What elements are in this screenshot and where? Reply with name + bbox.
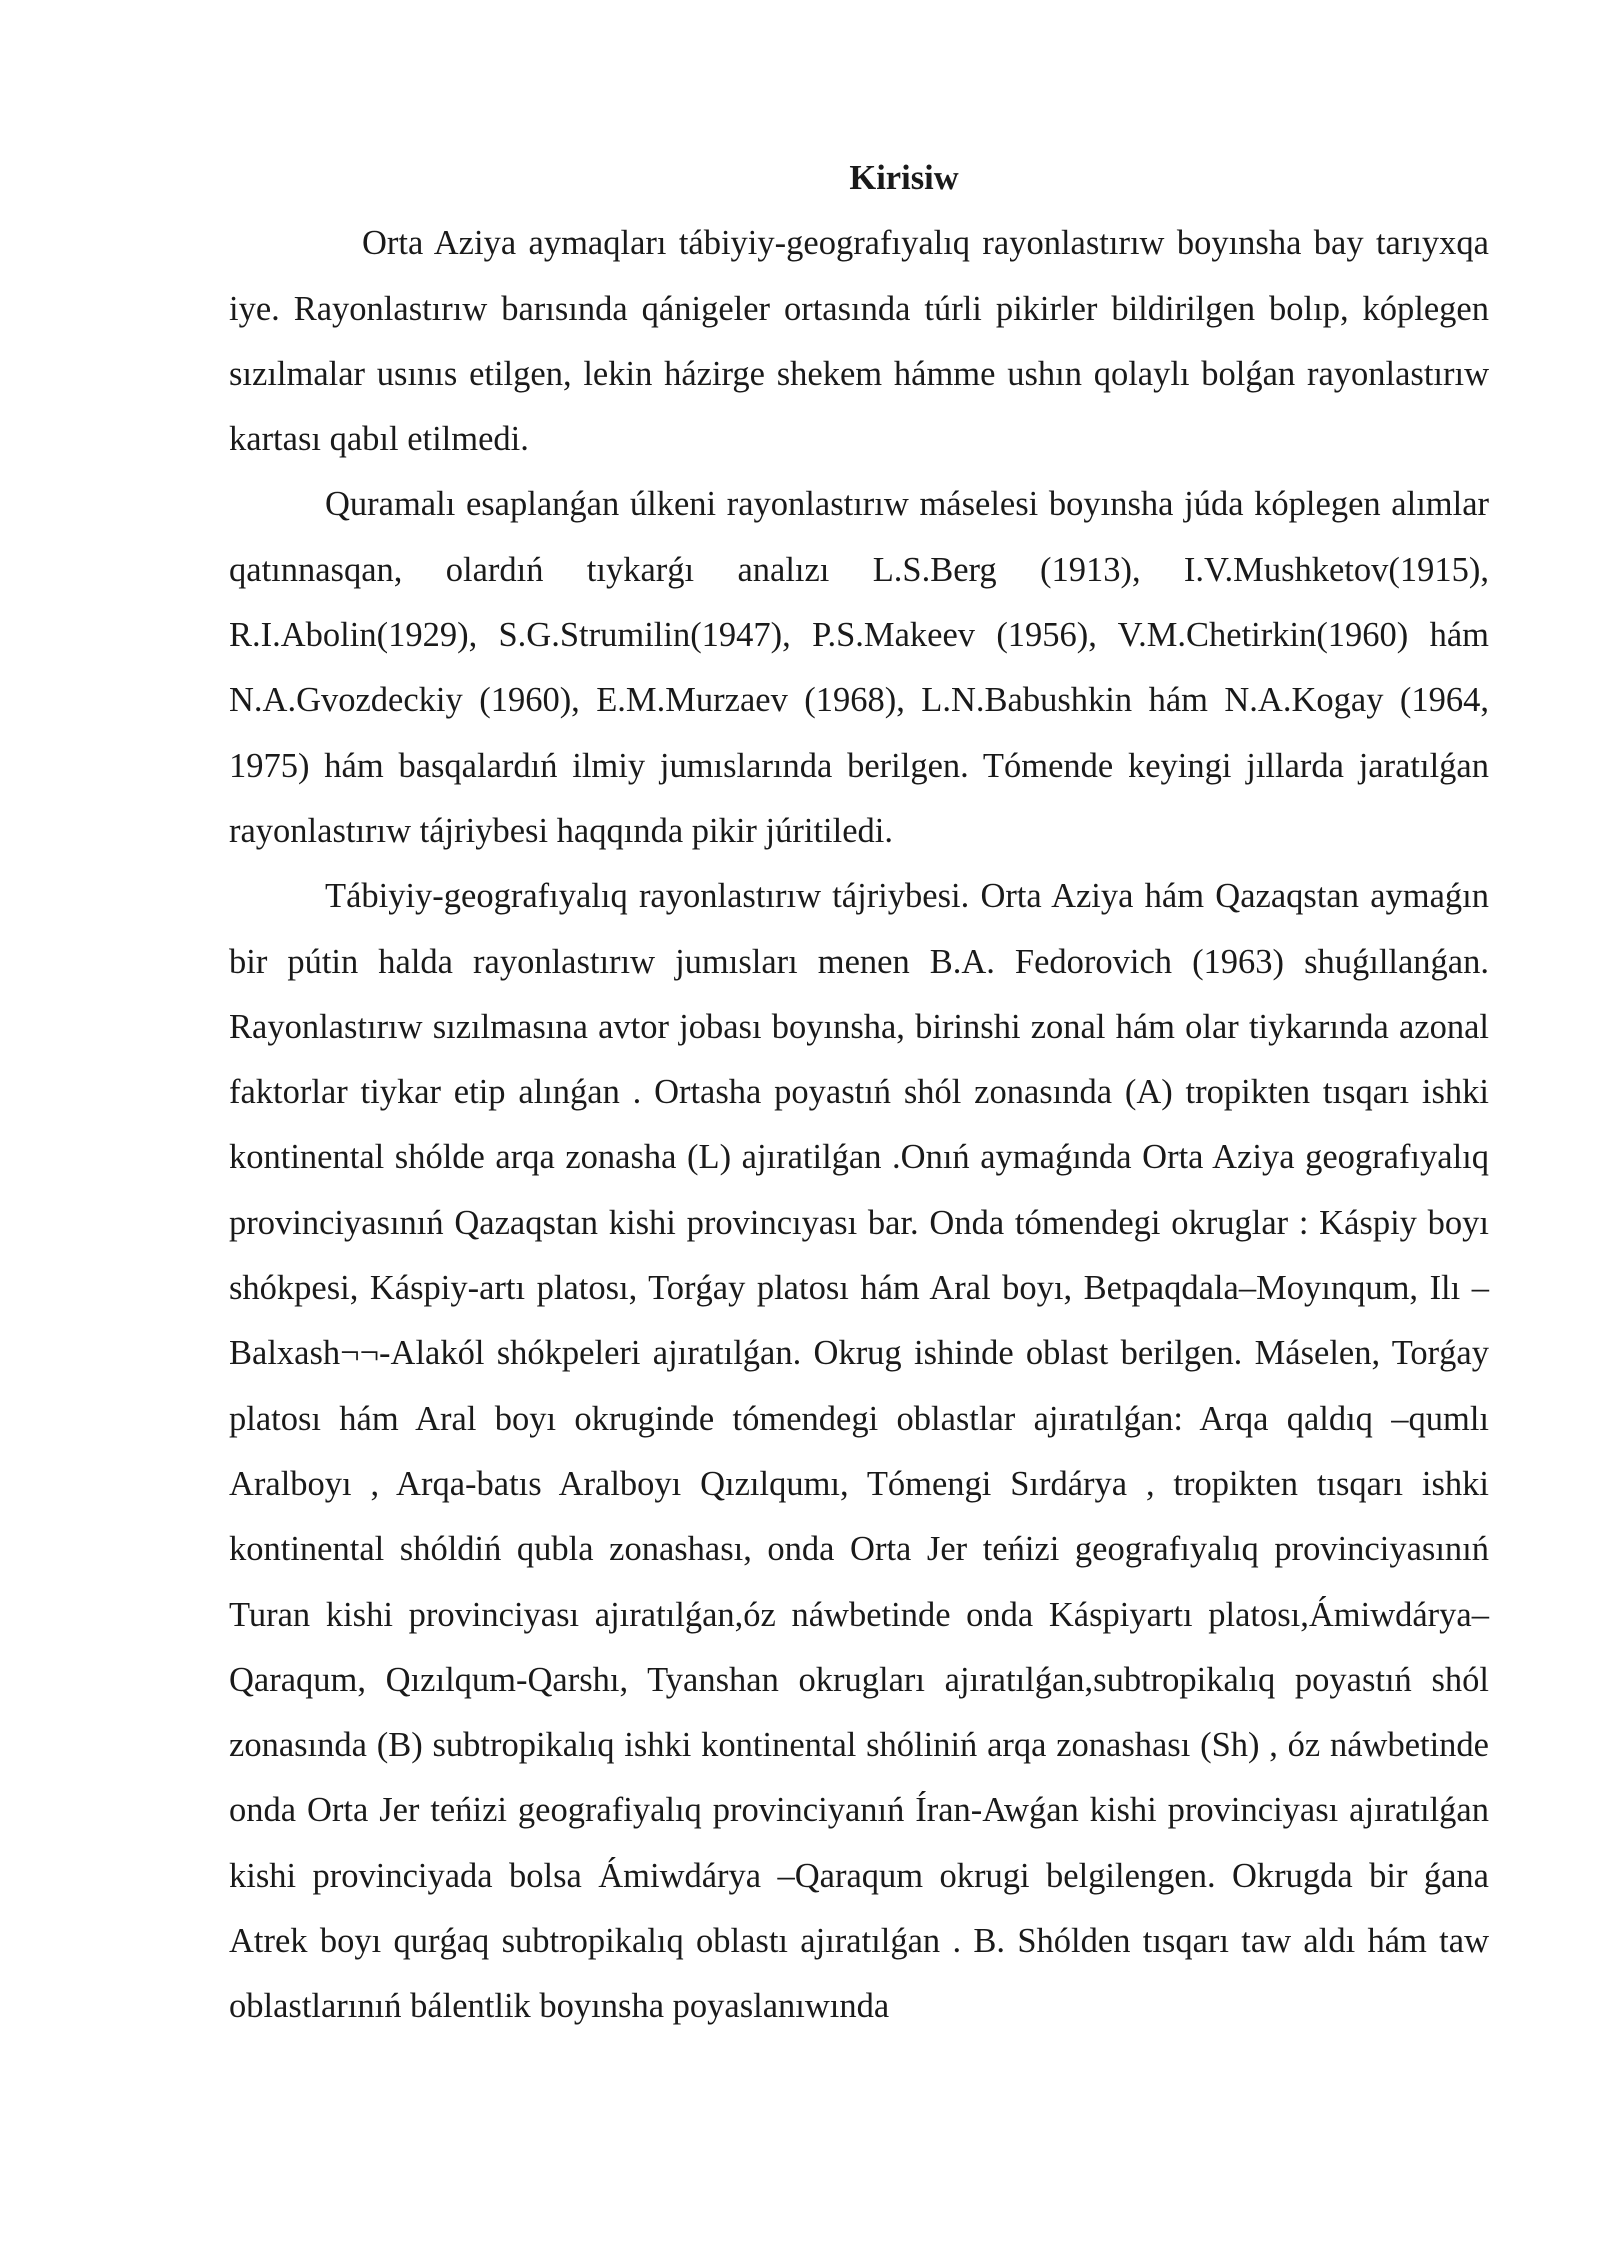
document-title: Kirisiw (849, 159, 959, 197)
paragraph-2: Quramalı esaplanǵan úlkeni rayonlastırıw máselesi boyınsha júda kóplegen alımlar qatınnasqan, olardıń tıykarǵı analızı L.S.Berg (1913), I.V.Mushketov(1915), R.I.Abolin(1929), S.G.Strumilin(1947), P.S.Makeev (1956), V.M.Chetirkin(1960) hám N.A.Gvozdeckiy (1960), E.M.Murzaev (1968), L.N.Babushkin hám N.A.Kogay (1964, 1975) hám basqalardıń ilmiy jumıslarında berilgen. Tómende keyingi jıllarda jaratılǵan rayonlastırıw tájriybesi haqqında pikir júritiledi. (229, 485, 1489, 850)
paragraph-3: Tábiyiy-geografıyalıq rayonlastırıw tájriybesi. Orta Aziya hám Qazaqstan aymaǵın bir pútin halda rayonlastırıw jumısları menen B.A. Fedorovich (1963) shuǵıllanǵan. Rayonlastırıw sızılmasına avtor jobası boyınsha, birinshi zonal hám olar tiykarında azonal faktorlar tiykar etip alınǵan . Ortasha poyastıń shól zonasında (A) tropikten tısqarı ishki kontinental shólde arqa zonasha (L) ajıratilǵan .Onıń aymaǵında Orta Aziya geografıyalıq provinciyasınıń Qazaqstan kishi provincıyası bar. Onda tómendegi okruglar : Káspiy boyı shókpesi, Káspiy-artı platosı, Torǵay platosı hám Aral boyı, Betpaqdala–Moyınqum, Ilı –Balxash¬¬-Alakól shókpeleri ajıratılǵan. Okrug ishinde oblast berilgen. Máselen, Torǵay platosı hám Aral boyı okruginde tómendegi oblastlar ajıratılǵan: Arqa qaldıq –qumlı Aralboyı , Arqa-batıs Aralboyı Qızılqumı, Tómengi Sırdárya , tropikten tısqarı ishki kontinental shóldiń qubla zonashası, onda Orta Jer teńizi geografıyalıq provinciyasınıń Turan kishi provinciyası ajıratılǵan,óz náwbetinde onda Káspiyartı platosı,Ámiwdárya–Qaraqum, Qızılqum-Qarshı, Tyanshan okrugları ajıratılǵan,subtropikalıq poyastıń shól zonasında (B) subtropikalıq ishki kontinental shóliniń arqa zonashası (Sh) , óz náwbetinde onda Orta Jer teńizi geografiyalıq provinciyanıń Íran-Awǵan kishi provinciyası ajıratılǵan kishi provinciyada bolsa Ámiwdárya –Qaraqum okrugi belgilengen. Okrugda bir ǵana Atrek boyı qurǵaq subtropikalıq oblastı ajıratılǵan . B. Shólden tısqarı taw aldı hám taw oblastlarınıń bálentlik boyınsha poyaslanıwında (229, 877, 1489, 2026)
paragraph-1: Orta Aziya aymaqları tábiyiy-geografıyalıq rayonlastırıw boyınsha bay tarıyxqa iye. Rayonlastırıw barısında qánigeler ortasında túrli pikirler bildirilgen bolıp, kóplegen sızılmalar usınıs etilgen, lekin házirge shekem hámme ushın qolaylı bolǵan rayonlastırıw kartası qabıl etilmedi. (229, 224, 1489, 459)
document-body (229, 146, 1489, 2040)
